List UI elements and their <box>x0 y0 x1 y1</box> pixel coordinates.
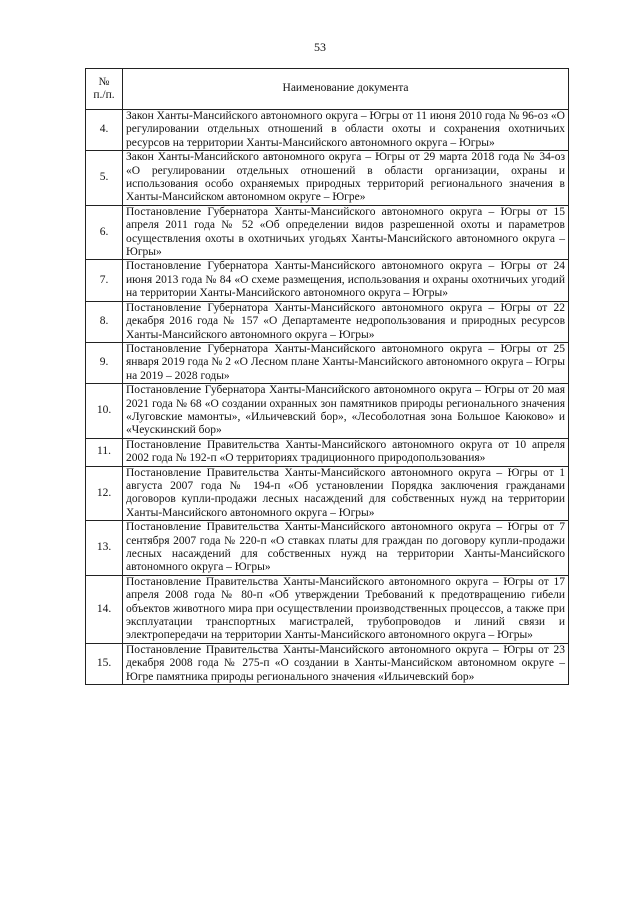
row-number: 12. <box>86 466 123 521</box>
number-header-symbol: № <box>98 76 110 88</box>
row-number: 14. <box>86 575 123 643</box>
document-title: Постановление Губернатора Ханты-Мансийского автономного округа – Югры от 25 января 2019 года № 2 «О Лесном плане Ханты-Мансийского автономного округа – Югры на 2019 – 2028 годы» <box>123 342 569 383</box>
document-title: Постановление Правительства Ханты-Мансийского автономного округа от 10 апреля 2002 года № 192-п «О территориях традиционного природопользования» <box>123 438 569 466</box>
row-number: 8. <box>86 301 123 342</box>
name-column-header: Наименование документа <box>123 69 569 110</box>
table-header-row <box>86 69 569 110</box>
document-title: Постановление Правительства Ханты-Мансийского автономного округа – Югры от 17 апреля 2008 года № 80-п «Об утверждении Требований к предотвращению гибели объектов животного мира при осуществлении производственных процессов, а также при эксплуатации транспортных магистралей, трубопроводов и линий связи и электропередачи на территории Ханты-Мансийского автономного округа – Югры» <box>123 575 569 643</box>
table-row <box>86 521 569 576</box>
document-title: Постановление Губернатора Ханты-Мансийского автономного округа – Югры от 24 июня 2013 года № 84 «О схеме размещения, использования и охраны охотничьих угодий на территории Ханты-Мансийского автономного округа – Югры» <box>123 260 569 301</box>
row-number: 6. <box>86 205 123 260</box>
number-header-abbrev: п./п. <box>93 89 115 101</box>
page-number: 53 <box>314 40 326 54</box>
documents-table <box>85 68 569 685</box>
table-row <box>86 205 569 260</box>
row-number: 15. <box>86 643 123 684</box>
table-row <box>86 301 569 342</box>
document-title: Постановление Правительства Ханты-Мансийского автономного округа – Югры от 1 августа 2007 года № 194-п «Об установлении Порядка заключения гражданами договоров купли-продажи лесных насаждений для собственных нужд на территории Ханты-Мансийского автономного округа – Югры» <box>123 466 569 521</box>
row-number: 9. <box>86 342 123 383</box>
table-row <box>86 466 569 521</box>
row-number: 5. <box>86 151 123 206</box>
document-title: Постановление Губернатора Ханты-Мансийского автономного округа – Югры от 20 мая 2021 года № 68 «О создании охранных зон памятников природы регионального значения «Луговские мамонты», «Ильичевский бор», «Лесоболотная зона Большое Каюково» и «Чеускинский бор» <box>123 384 569 439</box>
document-title: Закон Ханты-Мансийского автономного округа – Югры от 11 июня 2010 года № 96-оз «О регулировании отдельных отношений в области охоты и сохранения охотничьих ресурсов на территории Ханты-Мансийского автономного округа – Югры» <box>123 110 569 151</box>
document-title: Постановление Губернатора Ханты-Мансийского автономного округа – Югры от 22 декабря 2016 года № 157 «О Департаменте недропользования и природных ресурсов Ханты-Мансийского автономного округа – Югры» <box>123 301 569 342</box>
table-row <box>86 110 569 151</box>
table-row <box>86 384 569 439</box>
row-number: 4. <box>86 110 123 151</box>
table-row <box>86 575 569 643</box>
document-title: Постановление Правительства Ханты-Мансийского автономного округа – Югры от 7 сентября 2007 года № 220-п «О ставках платы для граждан по договору купли-продажи лесных насаждений для собственных нужд на территории Ханты-Мансийского автономного округа – Югры» <box>123 521 569 576</box>
row-number: 11. <box>86 438 123 466</box>
table-row <box>86 260 569 301</box>
table-row <box>86 342 569 383</box>
row-number: 13. <box>86 521 123 576</box>
table-body <box>86 110 569 685</box>
document-title: Закон Ханты-Мансийского автономного округа – Югры от 29 марта 2018 года № 34-оз «О регулировании отдельных отношений в области организации, охраны и использования особо охраняемых природных территорий регионального значения в Ханты-Мансийском автономном округе – Югре» <box>123 151 569 206</box>
document-title: Постановление Губернатора Ханты-Мансийского автономного округа – Югры от 15 апреля 2011 года № 52 «Об определении видов разрешенной охоты и параметров осуществления охоты в охотничьих угодьях Ханты-Мансийского автономного округа – Югры» <box>123 205 569 260</box>
table-row <box>86 151 569 206</box>
number-column-header <box>86 69 123 110</box>
table-row <box>86 643 569 684</box>
row-number: 7. <box>86 260 123 301</box>
document-title: Постановление Правительства Ханты-Мансийского автономного округа – Югры от 23 декабря 2008 года № 275-п «О создании в Ханты-Мансийском автономном округе – Югре памятника природы регионального значения «Ильичевский бор» <box>123 643 569 684</box>
table-row <box>86 438 569 466</box>
row-number: 10. <box>86 384 123 439</box>
